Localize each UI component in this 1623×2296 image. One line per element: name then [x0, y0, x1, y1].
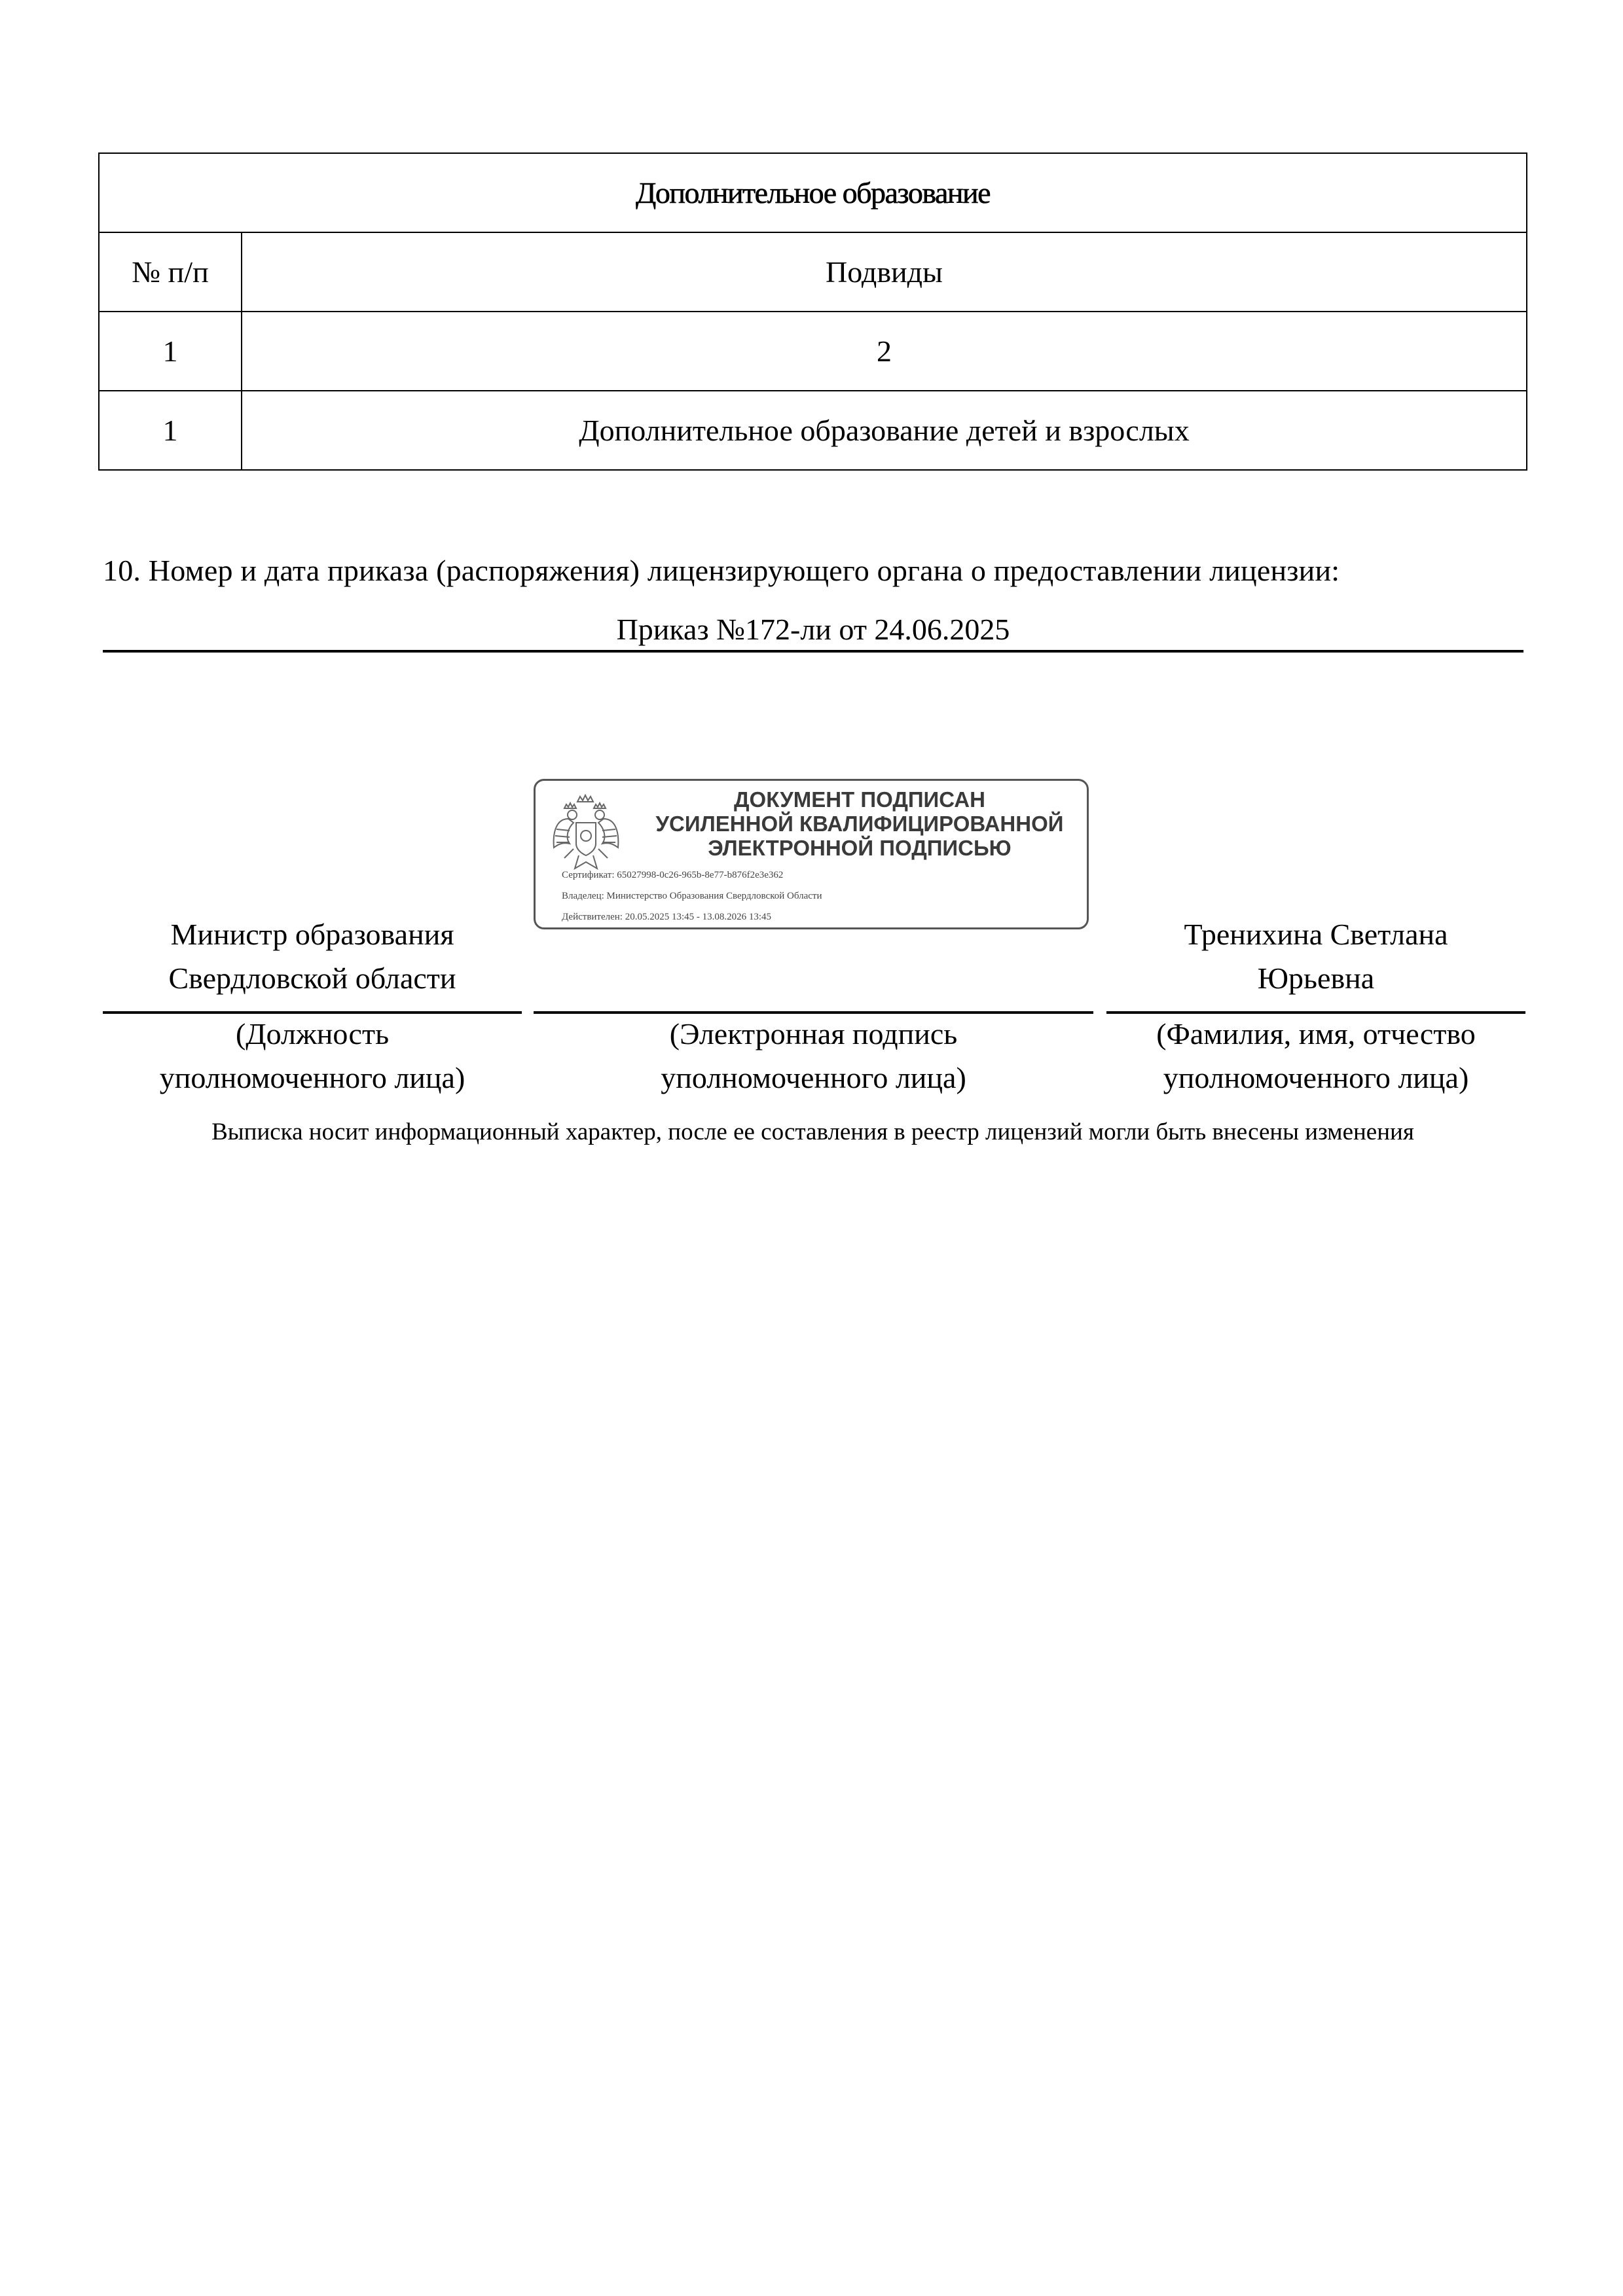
- section10-heading: 10. Номер и дата приказа (распоряжения) лицензирующего органа о предоставлении лицензии:: [103, 554, 1340, 587]
- caption-full-name: [1106, 1012, 1525, 1100]
- stamp-owner: Владелец: Министерство Образования Свердловской Области: [562, 891, 822, 901]
- header-num: № п/п: [99, 232, 242, 312]
- order-underline: [103, 650, 1523, 653]
- caption-signature: [534, 1012, 1093, 1100]
- stamp-title-line: ЭЛЕКТРОННОЙ ПОДПИСЬЮ: [708, 836, 1012, 860]
- caption-line: уполномоченного лица): [159, 1061, 465, 1094]
- signer-full-name: [1106, 912, 1525, 1000]
- signer-name-line: Тренихина Светлана: [1184, 918, 1448, 951]
- row-subtypes: Дополнительное образование детей и взрослых: [242, 391, 1527, 470]
- row-num: 1: [99, 391, 242, 470]
- caption-line: (Фамилия, имя, отчество: [1156, 1017, 1476, 1050]
- caption-position: [103, 1012, 522, 1100]
- stamp-validity: Действителен: 20.05.2025 13:45 - 13.08.2026 13:45: [562, 912, 772, 922]
- caption-line: уполномоченного лица): [661, 1061, 966, 1094]
- table-title-row: [99, 153, 1527, 232]
- caption-line: уполномоченного лица): [1163, 1061, 1469, 1094]
- stamp-certificate: Сертификат: 65027998-0c26-965b-8e77-b876f2e3e362: [562, 870, 784, 880]
- header-subtypes: Подвиды: [242, 232, 1527, 312]
- signer-name-line: Юрьевна: [1257, 961, 1375, 995]
- coat-of-arms-icon: [550, 793, 622, 874]
- signer-position-line: Министр образования: [170, 918, 454, 951]
- caption-line: (Электронная подпись: [669, 1017, 958, 1050]
- stamp-title-line: УСИЛЕННОЙ КВАЛИФИЦИРОВАННОЙ: [655, 812, 1064, 836]
- caption-line: (Должность: [235, 1017, 390, 1050]
- table-index-row: [99, 312, 1527, 391]
- index-num: 1: [99, 312, 242, 391]
- order-number-date: Приказ №172-ли от 24.06.2025: [616, 613, 1010, 646]
- table-title: Дополнительное образование: [99, 153, 1527, 232]
- electronic-signature-stamp: [534, 779, 1089, 929]
- table-row: [99, 391, 1527, 470]
- signer-position: [103, 912, 522, 1000]
- index-subtypes: 2: [242, 312, 1527, 391]
- signer-position-line: Свердловской области: [168, 961, 456, 995]
- education-table: [98, 152, 1527, 471]
- stamp-title: [634, 787, 1085, 860]
- stamp-title-line: ДОКУМЕНТ ПОДПИСАН: [734, 787, 985, 812]
- table-header-row: [99, 232, 1527, 312]
- disclaimer-note: Выписка носит информационный характер, после ее составления в реестр лицензий могли быть внесены изменения: [211, 1119, 1414, 1145]
